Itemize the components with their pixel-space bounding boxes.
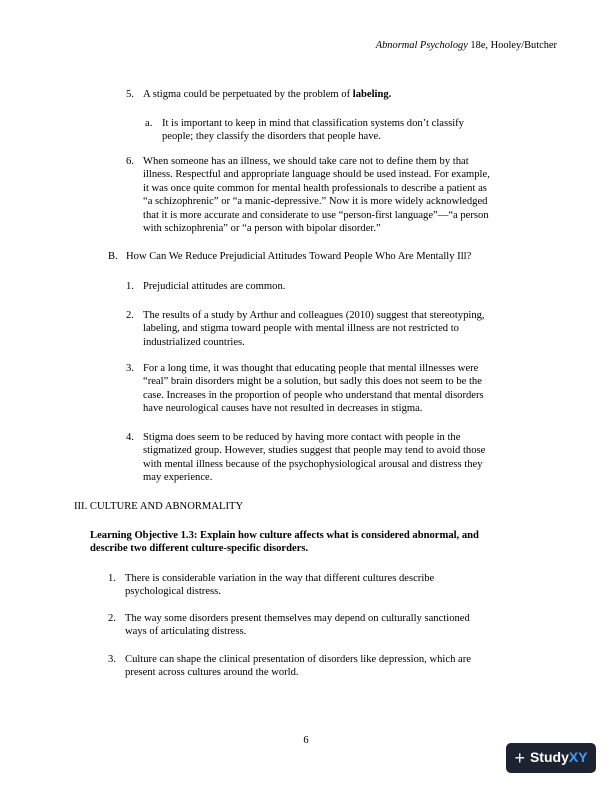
line: ways of articulating distress. bbox=[125, 626, 247, 638]
studyxy-logo[interactable] bbox=[506, 743, 596, 773]
item-text bbox=[143, 155, 568, 235]
item-number: B. bbox=[108, 251, 118, 262]
item-text bbox=[162, 117, 562, 144]
line: There is considerable variation in the way that different cultures describe bbox=[125, 573, 435, 584]
line: have neurological causes have not resulted in decreases in stigma. bbox=[143, 403, 423, 415]
section-heading-iii: III. CULTURE AND ABNORMALITY bbox=[74, 501, 244, 512]
item-number: 5. bbox=[126, 89, 134, 100]
item-number: 2. bbox=[126, 310, 134, 321]
line: Learning Objective 1.3: Explain how culture affects what is considered abnormal, and bbox=[90, 530, 479, 541]
line: For a long time, it was thought that educating people that mental illnesses were bbox=[143, 363, 479, 374]
item-text bbox=[143, 431, 568, 485]
item-number: a. bbox=[145, 118, 153, 129]
line: labeling, and stigma toward people with mental illness are not restricted to bbox=[143, 323, 459, 335]
edition-authors: 18e, Hooley/Butcher bbox=[467, 40, 557, 51]
line: The way some disorders present themselves may depend on culturally sanctioned bbox=[125, 613, 470, 624]
page-number: 6 bbox=[303, 735, 309, 746]
item-number: 6. bbox=[126, 156, 134, 167]
line: industrialized countries. bbox=[143, 336, 245, 348]
line: Culture can shape the clinical presentation of disorders like depression, which are bbox=[125, 654, 471, 665]
line: describe two different culture-specific disorders. bbox=[90, 543, 309, 555]
line: Stigma does seem to be reduced by having more contact with people in the bbox=[143, 432, 461, 443]
item-text bbox=[125, 612, 565, 639]
logo-study: Study bbox=[529, 749, 569, 766]
item-text bbox=[125, 653, 565, 680]
item-text bbox=[143, 309, 568, 349]
item-text-bold: labeling. bbox=[352, 89, 392, 100]
line: may experience. bbox=[143, 472, 213, 484]
line: illness. Respectful and appropriate language should be used instead. For example, bbox=[143, 169, 490, 181]
item-number: 3. bbox=[108, 654, 116, 665]
item-number: 1. bbox=[108, 573, 116, 584]
line: The results of a study by Arthur and colleagues (2010) suggest that stereotyping, bbox=[143, 310, 485, 321]
line: stigmatized group. However, studies suggest that people may tend to avoid those bbox=[143, 445, 486, 457]
line: “real” brain disorders might be a solution, but sadly this does not seem to be the bbox=[143, 376, 482, 388]
line: people; they classify the disorders that people have. bbox=[162, 131, 381, 143]
line: case. Increases in the proportion of people who understand that mental disorders bbox=[143, 389, 484, 401]
item-text: How Can We Reduce Prejudicial Attitudes Toward People Who Are Mentally Ill? bbox=[126, 251, 472, 262]
line: that it is more accurate and considerate to use “person-first language”—“a person bbox=[143, 209, 489, 221]
item-number: 3. bbox=[126, 363, 134, 374]
line: psychological distress. bbox=[125, 586, 221, 598]
line: “a schizophrenic” or “a manic-depressive.” Now it is more widely acknowledged bbox=[143, 196, 488, 208]
logo-xy: XY bbox=[568, 749, 588, 766]
item-number: 4. bbox=[126, 432, 134, 443]
item-text bbox=[143, 362, 568, 416]
line: When someone has an illness, we should take care not to define them by that bbox=[143, 156, 469, 167]
item-number: 1. bbox=[126, 281, 134, 292]
learning-objective bbox=[90, 529, 560, 556]
line: with mental illness because of the psychophysiological arousal and distress they bbox=[143, 458, 483, 470]
line: with schizophrenia” or “a person with bipolar disorder.” bbox=[143, 223, 381, 235]
logo-text bbox=[530, 751, 588, 764]
line: it was once quite common for mental health professionals to describe a patient as bbox=[143, 182, 487, 194]
item-text-plain: A stigma could be perpetuated by the problem of bbox=[143, 89, 353, 100]
line: It is important to keep in mind that classification systems don’t classify bbox=[162, 118, 464, 129]
item-text bbox=[125, 572, 565, 599]
item-number: 2. bbox=[108, 613, 116, 624]
line: present across cultures around the world. bbox=[125, 667, 299, 679]
running-header bbox=[376, 39, 557, 52]
plus-icon: + bbox=[514, 748, 525, 768]
item-text bbox=[143, 88, 391, 101]
book-title: Abnormal Psychology bbox=[375, 40, 468, 51]
item-text: Prejudicial attitudes are common. bbox=[143, 281, 286, 292]
